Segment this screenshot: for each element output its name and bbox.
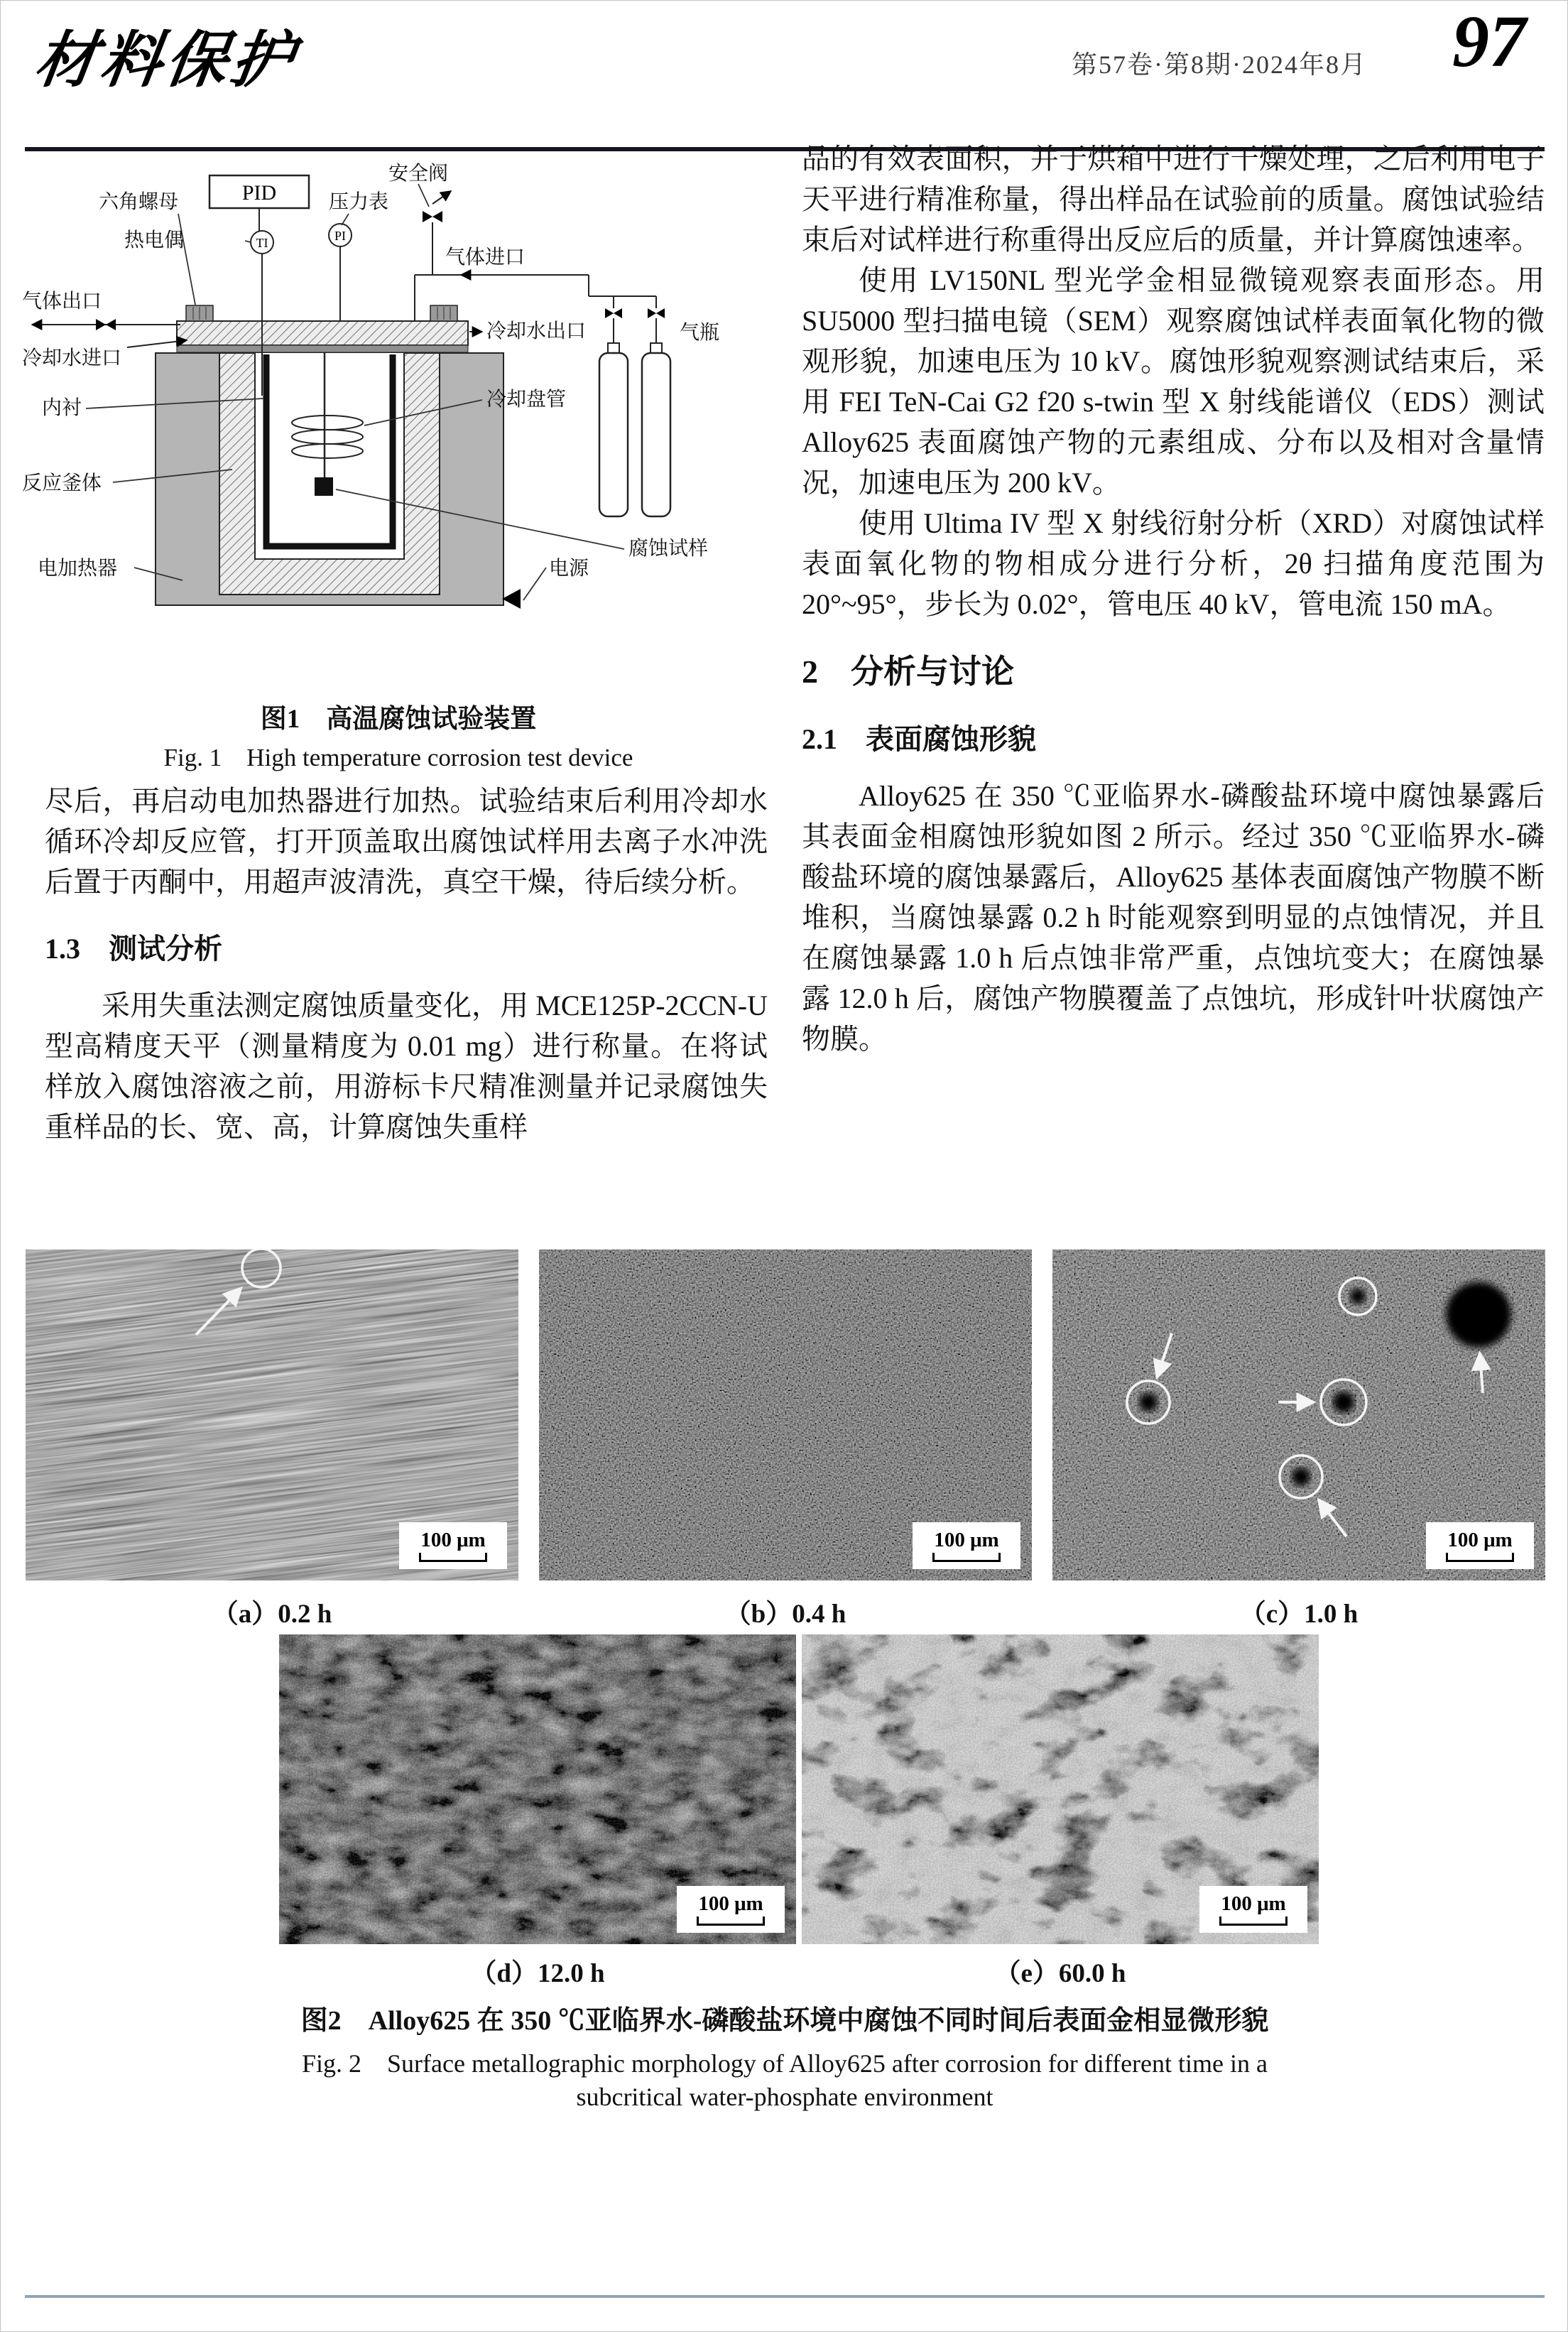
paragraph: 使用 LV150NL 型光学金相显微镜观察表面形态。用 SU5000 型扫描电镜（SEM）观察腐蚀试样表面氧化物的微观形貌，加速电压为 10 kV。腐蚀形貌观察测试结束后，采用 FEI TeN-Cai G2 f20 s-twin 型 X 射线能谱仪（EDS）测试 Alloy625 表面腐蚀产物的元素组成、分布以及相对含量情况，加速电压为 200 kV。 [802,264,1545,499]
scale-label: 100 μm [1221,1892,1286,1915]
scale-line [1219,1916,1287,1926]
svg-text:PI: PI [334,229,347,243]
svg-text:TI: TI [256,236,268,250]
label-gas-cylinder: 气瓶 [680,322,720,344]
section-heading-2-1: 2.1 表面腐蚀形貌 [802,723,1036,755]
gas-outlet-valve [96,319,116,330]
svg-text:PID: PID [241,181,277,205]
scale-line [697,1916,765,1926]
paragraph: 采用失重法测定腐蚀质量变化，用 MCE125P-2CCN-U 型高精度天平（测量精度为 0.01 mg）进行称量。在将试样放入腐蚀溶液之前，用游标卡尺精准测量并记录腐蚀失重样品的长、宽、高，计算腐蚀失重样 [45,989,768,1143]
scale-line [932,1552,1001,1562]
fig2-caption-en-line2: subcritical water-phosphate environment [576,2083,993,2111]
label-cooling-coil: 冷却盘管 [486,389,567,411]
label-power-supply: 电源 [549,558,589,580]
scale-bar [399,1522,507,1569]
scale-bar [1426,1522,1534,1569]
label-safety-valve: 安全阀 [388,163,449,185]
cylinder-valve-1 [605,308,622,318]
label-corrosion-sample: 腐蚀试样 [628,538,709,560]
section-heading-1-3: 1.3 测试分析 [45,933,222,965]
scale-bar [913,1522,1020,1569]
panel-label-a: （a）0.2 h [212,1600,332,1629]
fig1-diagram [21,161,773,687]
panel-label-b: （b）0.4 h [724,1600,846,1629]
scale-line [419,1552,487,1562]
power-connector [502,589,521,609]
panel-label-d: （d）12.0 h [470,1959,605,1988]
section-heading-2: 2 分析与讨论 [802,653,1014,690]
scale-label: 100 μm [420,1529,486,1551]
fig2-caption-zh: 图2 Alloy625 在 350 ℃亚临界水-磷酸盐环境中腐蚀不同时间后表面金相显微形貌 [300,2006,1269,2036]
cooling-coil-ring [292,444,363,458]
micrograph-panel-d [279,1634,796,1944]
issue-info: 第57卷·第8期·2024年8月 [1072,50,1367,79]
paragraph: 尽后，再启动电加热器进行加热。试验结束后利用冷却水循环冷却反应管，打开顶盖取出腐蚀试样用去离子水冲洗后置于丙酮中，用超声波清洗，真空干燥，待后续分析。 [45,785,768,898]
cylinder-valve-2 [648,308,665,318]
fig2-caption-en-line1: Fig. 2 Surface metallographic morphology of Alloy625 after corrosion for different time in a [302,2049,1268,2078]
scale-label: 100 μm [698,1892,763,1915]
scale-label: 100 μm [1447,1529,1513,1551]
footer-rule [25,2295,1545,2298]
gas-cylinders [599,343,670,516]
label-pressure-gauge: 压力表 [329,191,389,213]
label-reactor-body: 反应釜体 [22,472,102,494]
paragraph: Alloy625 在 350 ℃亚临界水-磷酸盐环境中腐蚀暴露后其表面金相腐蚀形貌如图 2 所示。经过 350 ℃亚临界水-磷酸盐环境的腐蚀暴露后，Alloy625 基体表面腐蚀产物膜不断堆积，当腐蚀暴露 0.2 h 时能观察到明显的点蚀情况，并且在腐蚀暴露 1.0 h 后点蚀非常严重，点蚀坑变大；在腐蚀暴露 12.0 h 后，腐蚀产物膜覆盖了点蚀坑，形成针叶状腐蚀产物膜。 [802,780,1545,1055]
scale-line [1446,1552,1514,1562]
label-gas-outlet: 气体出口 [22,291,102,313]
label-cooling-water-inlet: 冷却水进口 [22,347,122,369]
label-electric-heater: 电加热器 [38,558,118,580]
scale-bar [1199,1886,1307,1933]
corrosion-sample-block [315,477,333,496]
cooling-coil-ring [292,416,363,430]
fig1-caption-en: Fig. 1 High temperature corrosion test device [163,744,633,771]
left-column [45,781,768,1147]
scale-bar [677,1886,785,1933]
vessel-lid [177,305,468,352]
scale-label: 100 μm [934,1529,999,1551]
page-number: 97 [1452,1,1526,82]
reactor-vessel [219,322,440,595]
micrograph-panel-a [26,1249,518,1580]
label-hex-nut: 六角螺母 [99,191,179,213]
micrograph-panel-e [802,1634,1319,1944]
journal-logo: 材料保护 [31,26,302,94]
panel-label-c: （c）1.0 h [1239,1600,1359,1629]
label-cooling-water-outlet: 冷却水出口 [486,320,587,342]
right-column [802,139,1545,1059]
cooling-coil-ring [292,430,363,444]
label-thermocouple: 热电偶 [124,229,184,251]
label-gas-inlet: 气体进口 [445,246,526,269]
paragraph: 品的有效表面积，并于烘箱中进行干燥处理，之后利用电子天平进行精准称量，得出样品在试验前的质量。腐蚀试验结束后对试样进行称重得出反应后的质量，并计算腐蚀速率。 [802,143,1545,256]
corrosion-pit-blob [1446,1282,1511,1347]
micrograph-panel-c [1052,1249,1545,1580]
paragraph: 使用 Ultima IV 型 X 射线衍射分析（XRD）对腐蚀试样表面氧化物的物相成分进行分析，2θ 扫描角度范围为 20°~95°，步长为 0.02°，管电压 40 kV，管电流 150 mA。 [802,507,1545,620]
panel-label-e: （e）60.0 h [994,1959,1126,1988]
micrograph-panel-b [539,1249,1032,1580]
fig1-caption-zh: 图1 高温腐蚀试验装置 [260,705,537,734]
label-liner: 内衬 [42,397,82,419]
safety-valve-symbol [423,211,442,222]
